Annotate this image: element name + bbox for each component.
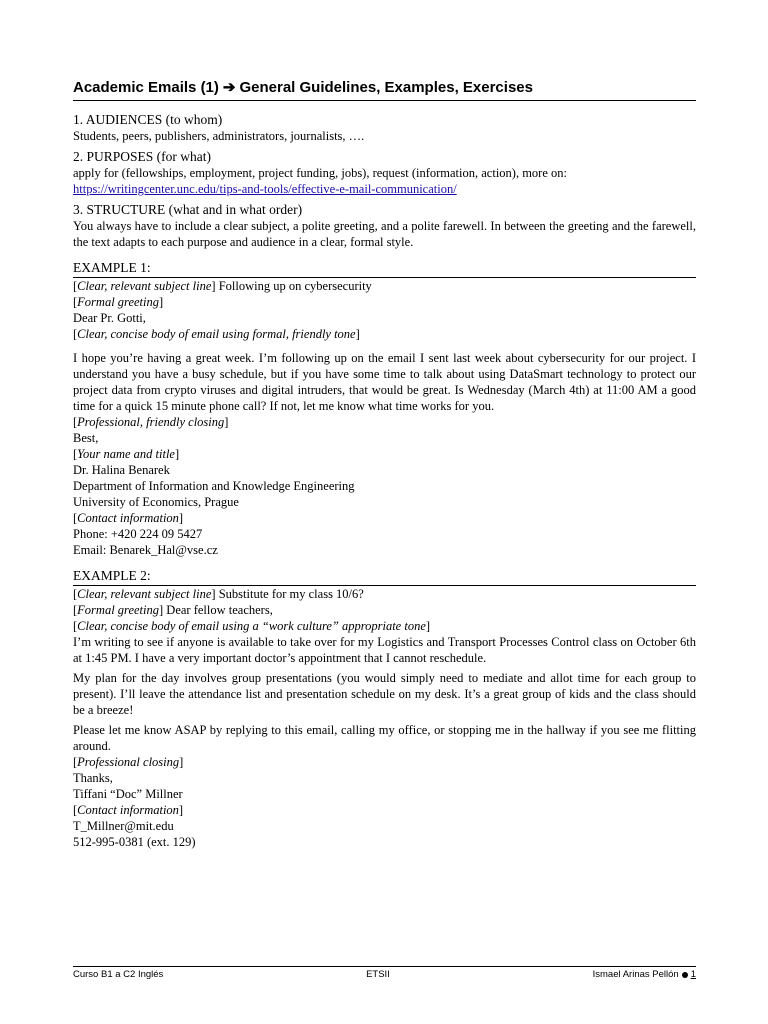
subject-text: Following up on cybersecurity <box>218 279 372 293</box>
example-1-heading: EXAMPLE 1: <box>73 259 696 278</box>
email-body: I hope you’re having a great week. I’m following up on the email I sent last week about cybersecurity for our project. I understand you have a busy schedule, but if you have some time to talk about using DataSmart technology to protect our project data from crypto viruses and digital intruders, that would be great. Is Wednesday (March 4th) at 11:00 AM a good time for a quick 15 minute phone call? If not, let me know what time works for you. <box>73 351 696 413</box>
section-heading: 1. AUDIENCES (to whom) <box>73 112 223 127</box>
greeting-tag: Formal greeting <box>77 603 159 617</box>
body-tag: Clear, concise body of email using formal, friendly tone <box>77 327 356 341</box>
email-body-paragraph: I’m writing to see if anyone is available to take over for my Logistics and Transport Processes Control class on October 6th at 1:45 PM. I have a very important doctor’s appointment that I cannot reschedule. <box>73 635 696 665</box>
subject-line: [Clear, relevant subject line] Following up on cybersecurity <box>73 279 372 293</box>
example-2 <box>73 586 696 850</box>
greeting-tag: Formal greeting <box>77 295 159 309</box>
subject-line: [Clear, relevant subject line] Substitute for my class 10/6? <box>73 587 364 601</box>
section-body: apply for (fellowships, employment, project funding, jobs), request (information, action), more on: <box>73 166 567 180</box>
document-page <box>73 78 696 850</box>
signature-dept: Department of Information and Knowledge Engineering <box>73 479 355 493</box>
subject-text: Substitute for my class 10/6? <box>218 587 364 601</box>
footer-author-block <box>593 969 696 981</box>
name-tag-line: [Your name and title] <box>73 447 180 461</box>
page-footer <box>73 966 696 981</box>
example-1 <box>73 278 696 558</box>
body-tag: Clear, concise body of email using a “work culture” appropriate tone <box>77 619 426 633</box>
name-tag: Your name and title <box>77 447 175 461</box>
closing-tag-line: [Professional, friendly closing] <box>73 415 229 429</box>
contact-tag: Contact information <box>77 511 179 525</box>
signature-phone: Phone: +420 224 09 5427 <box>73 527 203 541</box>
section-body: Students, peers, publishers, administrators, journalists, …. <box>73 129 365 143</box>
subject-tag: Clear, relevant subject line <box>77 587 212 601</box>
closing-text: Thanks, <box>73 771 113 785</box>
bullet-icon <box>682 972 688 978</box>
contact-tag: Contact information <box>77 803 179 817</box>
greeting-tag-line: [Formal greeting] <box>73 295 164 309</box>
section-purposes <box>73 148 696 197</box>
signature-phone: 512-995-0381 (ext. 129) <box>73 835 196 849</box>
signature-univ: University of Economics, Prague <box>73 495 239 509</box>
section-heading: 3. STRUCTURE (what and in what order) <box>73 202 303 217</box>
document-title <box>73 78 696 101</box>
footer-school: ETSII <box>366 969 390 980</box>
section-body: You always have to include a clear subject, a polite greeting, and a polite farewell. In between the greeting and the farewell, the text adapts to each purpose and audience in a clear, formal style. <box>73 219 696 249</box>
body-tag-line: [Clear, concise body of email using a “work culture” appropriate tone] <box>73 619 431 633</box>
contact-tag-line: [Contact information] <box>73 803 184 817</box>
page-number: 1 <box>690 969 696 980</box>
greeting-line: [Formal greeting] Dear fellow teachers, <box>73 603 273 617</box>
title-left: Academic Emails (1) <box>73 79 219 96</box>
greeting-text: Dear Pr. Gotti, <box>73 311 146 325</box>
closing-tag: Professional closing <box>77 755 180 769</box>
greeting-text: Dear fellow teachers, <box>166 603 273 617</box>
email-body-paragraph: Please let me know ASAP by replying to this email, calling my office, or stopping me in the hallway if you see me flitting around. <box>73 723 696 753</box>
signature-email: Email: Benarek_Hal@vse.cz <box>73 543 218 557</box>
writing-center-link[interactable]: https://writingcenter.unc.edu/tips-and-tools/effective-e-mail-communication/ <box>73 182 457 196</box>
subject-tag: Clear, relevant subject line <box>77 279 212 293</box>
signature-name: Dr. Halina Benarek <box>73 463 170 477</box>
contact-tag-line: [Contact information] <box>73 511 184 525</box>
footer-author: Ismael Arinas Pellón <box>592 969 679 980</box>
section-structure <box>73 201 696 250</box>
footer-course: Curso B1 a C2 Inglés <box>73 969 164 980</box>
signature-name: Tiffani “Doc” Millner <box>73 787 183 801</box>
closing-text: Best, <box>73 431 99 445</box>
closing-tag-line: [Professional closing] <box>73 755 184 769</box>
title-right: General Guidelines, Examples, Exercises <box>239 79 533 96</box>
email-body-paragraph: My plan for the day involves group presentations (you would simply need to mediate and allot time for each group to present). I’ll leave the attendance list and presentation schedule on my desk. It’s a great group of kids and the class should be a breeze! <box>73 671 696 717</box>
arrow-right-icon: ➔ <box>222 79 236 96</box>
section-heading: 2. PURPOSES (for what) <box>73 149 212 164</box>
body-tag-line: [Clear, concise body of email using formal, friendly tone] <box>73 327 360 341</box>
signature-email: T_Millner@mit.edu <box>73 819 174 833</box>
closing-tag: Professional, friendly closing <box>77 415 225 429</box>
section-audiences <box>73 111 696 144</box>
example-2-heading: EXAMPLE 2: <box>73 567 696 586</box>
